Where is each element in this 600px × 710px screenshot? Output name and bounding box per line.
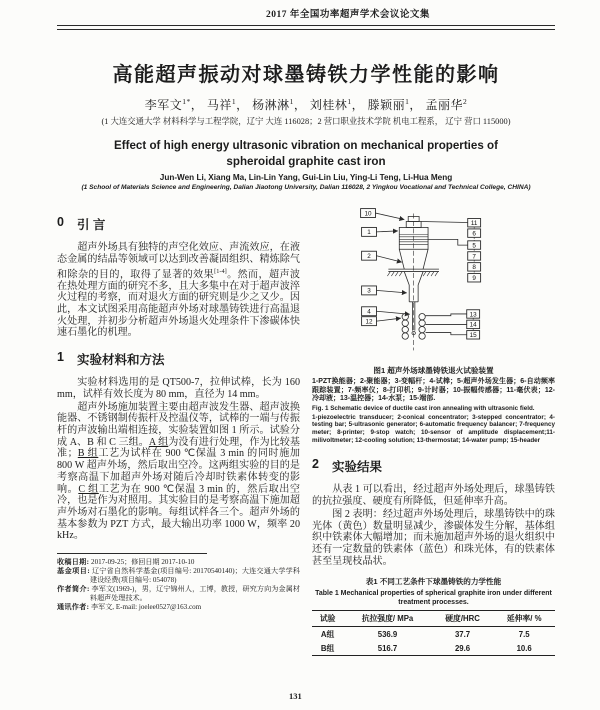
footnote-rule	[57, 553, 207, 554]
section-2-heading: 2 实验结果	[312, 457, 382, 475]
figure-1-caption-cn: 图1 超声外场球墨铸铁退火试验装置	[373, 366, 494, 376]
paper-title-cn: 高能超声振动对球墨铸铁力学性能的影响	[112, 63, 500, 86]
citation-ref: [1-4]	[214, 267, 227, 275]
running-head: 2017 年全国功率超声学术会议论文集	[266, 10, 430, 20]
author: 马祥$^1$，	[206, 96, 249, 112]
col-header: 抗拉强度/ MPa	[343, 611, 432, 627]
results-paragraph-2: 图 2 表明：经过超声外场处理后，球墨铸铁中的珠光体（黄色）数量明显减少，渗碳体发生分解，基体组织中铁素体大幅增加；而未施加超声外场的退火组织中还有一定数量的铁素体（蓝色）和珠光体，有的铁素体甚至呈现枝晶状。	[312, 508, 555, 567]
affiliation-en: (1 School of Materials Science and Engineering, Dalian Jiaotong University, Dalian 116028, 2 Yingkou Vocational and Technical College, CHINA)	[81, 184, 531, 192]
two-column-body	[57, 207, 555, 656]
authors-en: Jun-Wen Li, Xiang Ma, Lin-Lin Yang, Gui-Lin Liu, Ying-Li Teng, Li-Hua Meng	[159, 173, 453, 183]
footnote-bio: 作者简介: 李军文(1969-)，男，辽宁锦州人，工博，教授，研究方向为金属材料超声处理技术。	[57, 585, 300, 603]
materials-paragraph-1: 实验材料选用的是 QT500-7，拉伸试棒，长为 160 mm，试样有效长度为 80 mm，直径为 14 mm。	[57, 377, 300, 400]
svg-text:11: 11	[470, 220, 478, 228]
figure-1-caption-en: Fig. 1 Schematic device of ductile cast iron annealing with ultrasonic field.	[312, 404, 535, 412]
materials-paragraph-2: 超声外场施加装置主要由超声波发生器、超声波换能器、不锈钢制传振杆及控温仪等，试棒的一端与传振杆的声波输出端相连接，实验装置如图 1 所示。试验分成 A、B 和 C 三组。A 组为没有进行处理，作为比较基准；B 组工艺为试样在 900 ℃保温 3 min 的同时施加 800 W 超声外场，然后取出空冷。这两组实验的目的是考察高温下加超声外场对随后冷却时铁素体转变的影响。C 组工艺为在 900 ℃保温 3 min 的，然后取出空冷，也是作为对照用。其实验目的是考察高温下施加超声外场对石墨化的影响。每组试样各三个。超声外场的基本参数为 PZT 方式，最大输出功率 1000 W，频率 20 kHz。	[57, 401, 301, 542]
svg-text:7: 7	[472, 253, 476, 261]
svg-text:10: 10	[364, 210, 372, 218]
table-header-row	[312, 611, 555, 627]
table-row: A组 536.9 37.7 7.5	[320, 629, 530, 639]
svg-text:3: 3	[367, 287, 371, 295]
footnote-block	[57, 553, 300, 612]
table-1-caption-cn: 表1 不同工艺条件下球墨铸铁的力学性能	[365, 577, 502, 587]
svg-text:2: 2	[367, 253, 371, 261]
svg-text:9: 9	[472, 275, 476, 283]
col-header: 硬度/HRC	[432, 611, 494, 627]
table-1-mechanical-properties	[312, 610, 555, 656]
figure-1	[312, 201, 555, 364]
svg-text:6: 6	[472, 230, 476, 238]
col-header: 试验	[312, 611, 343, 627]
figure-1-schematic	[312, 201, 555, 359]
affiliation-cn: (1 大连交通大学 材料科学与工程学院，辽宁 大连 116028；2 营口职业技术学院 机电工程系， 辽宁 营口 115000)	[101, 116, 511, 126]
intro-paragraph: 超声外场具有独特的声空化效应、声流效应，在液态金属的结晶等领域可以达到改善凝固组织、精炼除气和除杂的目的，取得了显著的效果[1-4]。然而，超声波在热处理方面的研究不多，且大多集中在对于超声波淬火过程的考察，而对退火方面的研究则是少之又少。因此，本文试图采用高能超声外场对球墨铸铁进行高温退火处理，并初步分析超声外场退火处理条件下渗碳体快速石墨化的机理。	[57, 242, 301, 339]
author: 滕颖丽$^1$，	[367, 96, 422, 112]
col-header: 延伸率/ %	[493, 611, 555, 627]
footnote-fund: 基金项目: 辽宁省自然科学基金(项目编号: 20170540140)；大连交通大学学科建设经费(项目编号: 054078)	[57, 567, 300, 585]
figure-1-labels-en: 1-piezoelectric transducer; 2-conical concentrator; 3-stepped concentrator; 4-testing bar; 5-ultrasonic generator; 6-automatic frequency balancer; 7-frequency meter; 8-printer; 9-stop watch; 10-sensor of amplitude displacement;11-milivoltmeter; 12-cooling solution; 13-thermostat; 14-water pump; 15-header	[312, 413, 555, 444]
paper-title-en: Effect of high energy ultrasonic vibration on mechanical properties of spheroidal graphite cast iron	[114, 139, 498, 168]
page-number: 131	[289, 691, 302, 701]
svg-text:14: 14	[469, 321, 477, 329]
section-1-heading: 1 实验材料和方法	[57, 350, 165, 368]
footnote-received: 收稿日期: 2017-09-25；修回日期 2017-10-10	[57, 558, 195, 567]
figure-1-labels-cn: 1-PZT换能器；2-聚能器；3-变幅杆；4-试棒；5-超声外场发生器；6-自动频率跟踪装置；7-频率仪；8-打印机；9-计时器；10-振幅传感器；11-毫伏表；12-冷却液；13-温控器；14-水泵；15-端部.	[312, 378, 555, 403]
svg-text:12: 12	[365, 318, 373, 326]
right-column	[312, 207, 555, 656]
svg-text:8: 8	[472, 264, 476, 272]
svg-text:15: 15	[469, 332, 477, 340]
table-1-caption-en: Table 1 Mechanical properties of spherical graphite iron under different treatment processes.	[315, 590, 552, 607]
author: 杨淋淋$^1$，	[252, 96, 307, 112]
results-paragraph-1: 从表 1 可以看出，经过超声外场处理后，球墨铸铁的抗拉强度、硬度有所降低，但延伸率升高。	[312, 484, 555, 508]
left-column	[57, 207, 300, 656]
author: 刘桂林$^1$，	[309, 96, 365, 112]
footnote-corresponding-author: 通讯作者: 李军文, E-mail: joelee0527@163.com	[57, 603, 202, 612]
authors-line	[57, 96, 555, 113]
svg-text:13: 13	[469, 311, 477, 319]
table-row: B组 516.7 29.6 10.6	[320, 643, 532, 653]
section-0-heading: 0 引 言	[57, 215, 106, 233]
author: 李军文$^{1*}$，	[144, 96, 204, 112]
header-rule	[57, 25, 555, 30]
svg-text:5: 5	[472, 242, 476, 250]
svg-text:4: 4	[367, 308, 371, 316]
author: 孟丽华$^2$	[425, 96, 468, 112]
svg-text:1: 1	[367, 229, 371, 237]
